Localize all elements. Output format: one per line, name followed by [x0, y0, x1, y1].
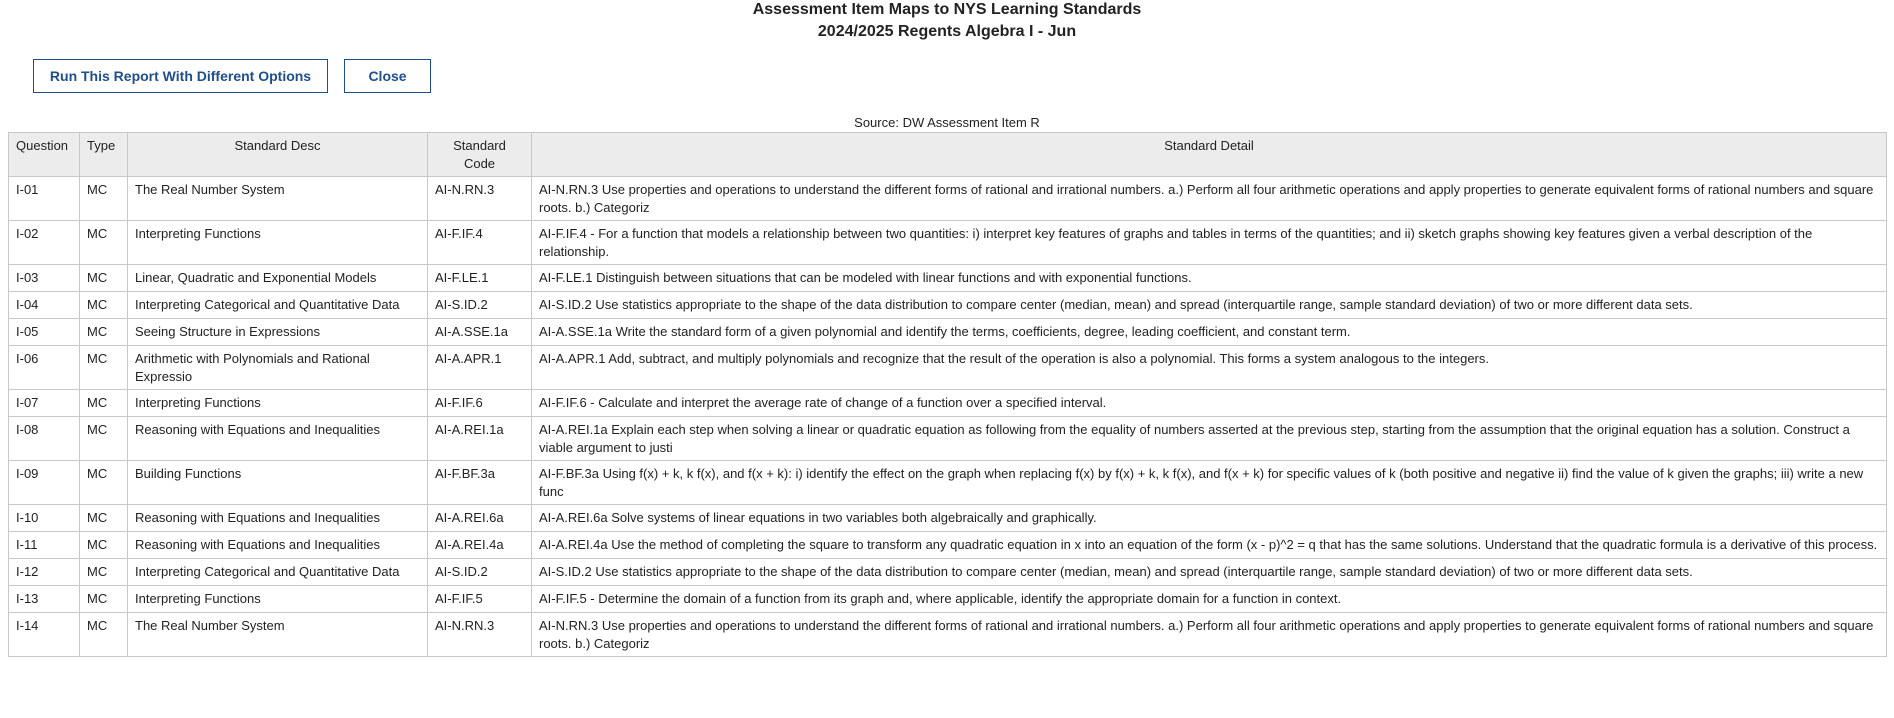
- cell-question: I-13: [9, 586, 80, 613]
- table-row: [9, 613, 1887, 657]
- cell-standard-code: AI-A.SSE.1a: [428, 319, 532, 346]
- cell-standard-code: AI-S.ID.2: [428, 292, 532, 319]
- cell-question: I-06: [9, 346, 80, 390]
- cell-question: I-03: [9, 265, 80, 292]
- cell-standard-detail: AI-S.ID.2 Use statistics appropriate to the shape of the data distribution to compare center (median, mean) and spread (interquartile range, sample standard deviation) of two or more different data sets.: [532, 559, 1887, 586]
- cell-standard-code: AI-F.BF.3a: [428, 461, 532, 505]
- cell-question: I-07: [9, 390, 80, 417]
- table-row: [9, 390, 1887, 417]
- cell-question: I-05: [9, 319, 80, 346]
- cell-type: MC: [80, 390, 128, 417]
- cell-standard-desc: Interpreting Functions: [128, 586, 428, 613]
- standards-table: [8, 132, 1887, 657]
- table-row: [9, 319, 1887, 346]
- header-standard-code-line1: Standard: [453, 138, 506, 153]
- source-label: Source: DW Assessment Item R: [854, 115, 1040, 130]
- cell-question: I-11: [9, 532, 80, 559]
- cell-standard-code: AI-A.REI.6a: [428, 505, 532, 532]
- table-row: [9, 559, 1887, 586]
- table-row: [9, 346, 1887, 390]
- table-row: [9, 532, 1887, 559]
- cell-type: MC: [80, 532, 128, 559]
- cell-standard-detail: AI-A.REI.4a Use the method of completing the square to transform any quadratic equation in x into an equation of the form (x - p)^2 = q that has the same solutions. Understand that the quadratic formula is a derivative of this process.: [532, 532, 1887, 559]
- header-standard-code-line2: Code: [463, 156, 496, 171]
- cell-standard-desc: Reasoning with Equations and Inequalities: [128, 532, 428, 559]
- table-row: [9, 461, 1887, 505]
- cell-standard-detail: AI-F.LE.1 Distinguish between situations that can be modeled with linear functions and with exponential functions.: [532, 265, 1887, 292]
- cell-question: I-08: [9, 417, 80, 461]
- cell-standard-code: AI-F.IF.5: [428, 586, 532, 613]
- cell-question: I-09: [9, 461, 80, 505]
- cell-standard-desc: Building Functions: [128, 461, 428, 505]
- run-report-options-button[interactable]: Run This Report With Different Options: [33, 59, 328, 93]
- cell-question: I-01: [9, 177, 80, 221]
- cell-question: I-14: [9, 613, 80, 657]
- header-standard-desc: Standard Desc: [128, 133, 428, 177]
- cell-standard-code: AI-F.IF.6: [428, 390, 532, 417]
- cell-type: MC: [80, 417, 128, 461]
- table-header-row: [9, 133, 1887, 177]
- header-standard-detail: Standard Detail: [532, 133, 1887, 177]
- cell-type: MC: [80, 292, 128, 319]
- cell-standard-detail: AI-A.REI.6a Solve systems of linear equations in two variables both algebraically and graphically.: [532, 505, 1887, 532]
- cell-standard-desc: The Real Number System: [128, 177, 428, 221]
- cell-standard-desc: Reasoning with Equations and Inequalities: [128, 417, 428, 461]
- cell-type: MC: [80, 559, 128, 586]
- cell-standard-detail: AI-A.SSE.1a Write the standard form of a given polynomial and identify the terms, coefficients, degree, leading coefficient, and constant term.: [532, 319, 1887, 346]
- cell-standard-detail: AI-S.ID.2 Use statistics appropriate to the shape of the data distribution to compare center (median, mean) and spread (interquartile range, sample standard deviation) of two or more different data sets.: [532, 292, 1887, 319]
- cell-standard-detail: AI-N.RN.3 Use properties and operations to understand the different forms of rational and irrational numbers. a.) Perform all four arithmetic operations and apply properties to generate equivalent forms of rational numbers and square roots. b.) Categoriz: [532, 177, 1887, 221]
- cell-question: I-10: [9, 505, 80, 532]
- cell-type: MC: [80, 265, 128, 292]
- cell-type: MC: [80, 319, 128, 346]
- table-row: [9, 265, 1887, 292]
- header-type: Type: [80, 133, 128, 177]
- cell-standard-code: AI-A.REI.1a: [428, 417, 532, 461]
- cell-type: MC: [80, 177, 128, 221]
- cell-standard-code: AI-A.APR.1: [428, 346, 532, 390]
- table-row: [9, 292, 1887, 319]
- cell-standard-desc: Interpreting Categorical and Quantitative Data: [128, 292, 428, 319]
- cell-standard-desc: Linear, Quadratic and Exponential Models: [128, 265, 428, 292]
- cell-standard-code: AI-F.LE.1: [428, 265, 532, 292]
- cell-type: MC: [80, 613, 128, 657]
- cell-standard-code: AI-F.IF.4: [428, 221, 532, 265]
- table-row: [9, 417, 1887, 461]
- cell-standard-code: AI-N.RN.3: [428, 613, 532, 657]
- cell-standard-code: AI-N.RN.3: [428, 177, 532, 221]
- cell-standard-desc: The Real Number System: [128, 613, 428, 657]
- cell-standard-detail: AI-F.BF.3a Using f(x) + k, k f(x), and f(x + k): i) identify the effect on the graph when replacing f(x) by f(x) + k, k f(x), and f(x + k) for specific values of k (both positive and negative ii) find the value of k given the graphs; iii) write a new func: [532, 461, 1887, 505]
- cell-type: MC: [80, 461, 128, 505]
- cell-standard-detail: AI-F.IF.4 - For a function that models a relationship between two quantities: i) interpret key features of graphs and tables in terms of the quantities; and ii) sketch graphs showing key features given a verbal description of the relationship.: [532, 221, 1887, 265]
- cell-type: MC: [80, 586, 128, 613]
- cell-standard-desc: Interpreting Functions: [128, 390, 428, 417]
- cell-standard-desc: Seeing Structure in Expressions: [128, 319, 428, 346]
- cell-standard-detail: AI-A.REI.1a Explain each step when solving a linear or quadratic equation as following from the equality of numbers asserted at the previous step, starting from the assumption that the original equation has a solution. Construct a viable argument to justi: [532, 417, 1887, 461]
- table-row: [9, 221, 1887, 265]
- cell-standard-desc: Reasoning with Equations and Inequalities: [128, 505, 428, 532]
- header-standard-code: [428, 133, 532, 177]
- cell-standard-code: AI-S.ID.2: [428, 559, 532, 586]
- table-row: [9, 505, 1887, 532]
- cell-standard-code: AI-A.REI.4a: [428, 532, 532, 559]
- table-row: [9, 177, 1887, 221]
- cell-question: I-12: [9, 559, 80, 586]
- header-question: Question: [9, 133, 80, 177]
- cell-type: MC: [80, 221, 128, 265]
- cell-question: I-04: [9, 292, 80, 319]
- cell-standard-detail: AI-A.APR.1 Add, subtract, and multiply polynomials and recognize that the result of the operation is also a polynomial. This forms a system analogous to the integers.: [532, 346, 1887, 390]
- cell-standard-desc: Interpreting Functions: [128, 221, 428, 265]
- cell-type: MC: [80, 346, 128, 390]
- cell-standard-detail: AI-F.IF.6 - Calculate and interpret the average rate of change of a function over a specified interval.: [532, 390, 1887, 417]
- close-button[interactable]: Close: [344, 59, 431, 93]
- cell-standard-desc: Interpreting Categorical and Quantitative Data: [128, 559, 428, 586]
- report-title: Assessment Item Maps to NYS Learning Standards: [752, 1, 1142, 18]
- cell-standard-detail: AI-F.IF.5 - Determine the domain of a function from its graph and, where applicable, identify the appropriate domain for a function in context.: [532, 586, 1887, 613]
- cell-question: I-02: [9, 221, 80, 265]
- cell-type: MC: [80, 505, 128, 532]
- table-row: [9, 586, 1887, 613]
- report-subtitle: 2024/2025 Regents Algebra I - Jun: [817, 23, 1077, 40]
- cell-standard-desc: Arithmetic with Polynomials and Rational Expressio: [128, 346, 428, 390]
- cell-standard-detail: AI-N.RN.3 Use properties and operations to understand the different forms of rational and irrational numbers. a.) Perform all four arithmetic operations and apply properties to generate equivalent forms of rational numbers and square roots. b.) Categoriz: [532, 613, 1887, 657]
